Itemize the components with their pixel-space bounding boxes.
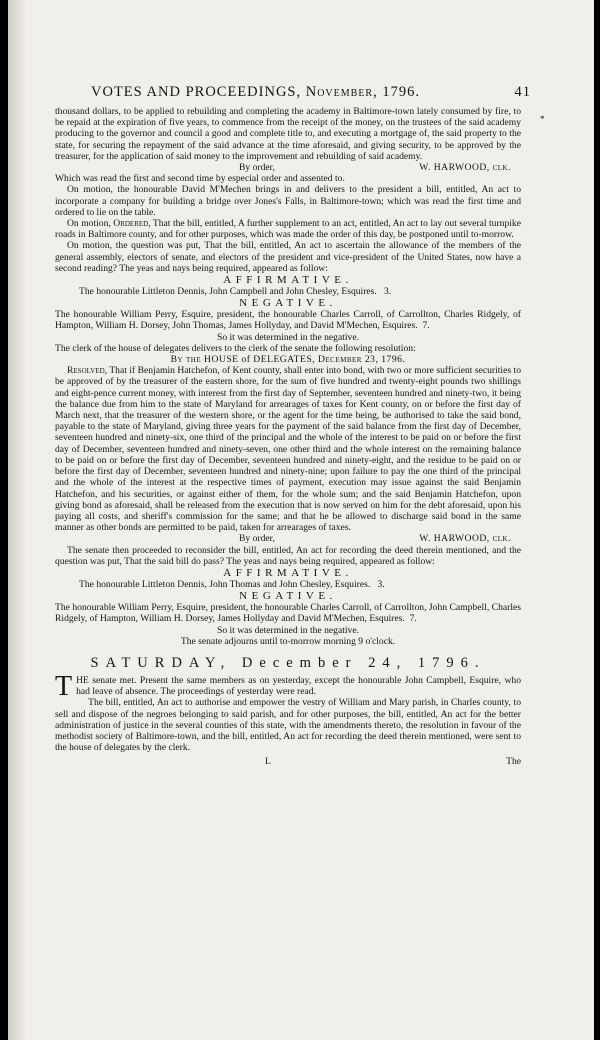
drop-cap: T [55, 670, 73, 702]
margin-mark: * [540, 114, 545, 124]
house-of-delegates-line: By the HOUSE of DELEGATES, December 23, 1796. [170, 354, 406, 366]
vote-result-1: So it was determined in the negative. [216, 331, 359, 343]
by-order-signature [55, 162, 521, 173]
house-label: HOUSE of DELEGATES, [204, 354, 316, 366]
paragraph-academy-bill: thousand dollars, to be applied to rebuilding and completing the academy in Baltimore-town lately consumed by fire, to be repaid at the expiration of five years, to commence from the receipt of the money, on the trustees of the said academy producing to the governor and council a good and complete title to, and executing a mortgage of, the said property to the state, for securing the repayment of the said advance at the time aforesaid, and giving security, to be approved by the treasurer, for the application of said money to the improvement and rebuilding of said academy. [55, 106, 521, 162]
by-order-label: By order, [239, 162, 275, 174]
negative-heading-2: NEGATIVE. [239, 590, 337, 603]
vote-result-2: So it was determined in the negative. [216, 624, 359, 636]
negative-names-1: The honourable William Perry, Esquire, president, the honourable Charles Carroll, of Carrollton, Charles Ridgely, of Hampton, William H. Dorsey, John Thomas, James Hollyday, and David M'Mechen, Esquires. 7. [55, 309, 521, 332]
ordered-text: That the bill, entitled, A further supplement to an act, entitled, An act to lay out several turnpike roads in Baltimore county, and for other purposes, which was made the order of this day, be postponed until to-morrow. [55, 218, 521, 241]
page-number: 41 [514, 84, 531, 100]
page-footer [55, 756, 521, 767]
paragraph-reconsider-deed-bill: The senate then proceeded to reconsider the bill, entitled, An act for recording the deed therein mentioned, and the question was put, That the said bill do pass? The yeas and nays being required, appeared as follow: [55, 544, 521, 567]
negative-heading-1: NEGATIVE. [239, 297, 337, 310]
house-date: December 23, 1796. [317, 354, 406, 366]
signature-mark: L [265, 756, 271, 768]
catchword: The [506, 756, 521, 768]
by-order-label-2: By order, [239, 533, 275, 545]
affirmative-names-1: The honourable Littleton Dennis, John Campbell and John Chesley, Esquires. 3. [79, 286, 392, 298]
clerk-signature: W. HARWOOD, clk. [419, 162, 511, 174]
motion-label: On motion, [67, 218, 111, 230]
paragraph-resolution [55, 365, 521, 533]
resolution-text: That if Benjamin Hatchefon, of Kent county, shall enter into bond, with two or more sufficient securities to be approved of by the treasurer of the eastern shore, for the sum of five hundred and twenty-eight pounds two shillings and eight-pence current money, with interest from the first day of September, seventeen hundred and ninety-two, it being the balance due from him to the state of Maryland for arrearages of taxes for Kent county, on or before the first day of March next, that the treasurer of the western shore, or the agent for the time being, be authorised to take the said bond, payable to the state of Maryland, giving three years for the payment of the said balance from the first day of December, seventeen hundred and ninety-six, one third of the principal and the whole of the interest to be paid on or before the first day of December, seventeen hundred and ninety-seven, one other third and the whole interest on the remaining balance to be paid on or before the first day of December, seventeen hundred and ninety-eight, and the residue to be paid on or before the first day of December, seventeen hundred and ninety-nine; upon failure to pay the one third of the principal and the whole of the interest at the respective times of payment, execution may issue against the said Benjamin Hatchefon, and his securities, or against either of them, for the whole sum; and the said Benjamin Hatchefon, upon giving bond as aforesaid, shall be released from the execution that is now served on him for the debt aforesaid, upon his paying all costs, and sheriff's commission for the same; and that he be allowed to discharge said bond in the same manner as other bonds are permitted to be paid, taken for arrearages of taxes. [55, 365, 521, 534]
ordered-label: Ordered, [113, 218, 151, 230]
paragraph-read-assented: Which was read the first and second time by especial order and assented to. [55, 173, 345, 185]
body-text [55, 106, 521, 768]
adjournment-note: The senate adjourns until to-morrow morning 9 o'clock. [180, 635, 396, 647]
affirmative-count-2: 3. [377, 578, 385, 590]
paragraph-senate-met: THE senate met. Present the same members as on yesterday, except the honourable John Campbell, Esquire, who had leave of absence. The proceedings of yesterday were read. [55, 670, 521, 702]
running-title: VOTES AND PROCEEDINGS, November, 1796. [91, 84, 420, 100]
negative-count-2: 7. [409, 613, 417, 625]
clerk-signature-2: W. HARWOOD, clk. [419, 533, 511, 545]
resolved-label: Resolved, [67, 365, 108, 377]
negative-count-1: 7. [422, 320, 430, 332]
affirmative-names-2: The honourable Littleton Dennis, John Thomas and John Chesley, Esquires. 3. [79, 578, 385, 590]
affirmative-heading-1: AFFIRMATIVE. [223, 274, 353, 287]
paragraph-bridge-bill: On motion, the honourable David M'Mechen brings in and delivers to the president a bill, entitled, An act to incorporate a company for building a bridge over Jones's Falls, in Baltimore-town; which was read the first time and ordered to lie on the table. [55, 184, 521, 218]
negative-names-2: The honourable William Perry, Esquire, president, the honourable Charles Carroll, of Carrollton, John Campbell, Charles Ridgely, of Hampton, William H. Dorsey, James Hollyday and David M'Mechen, Esquires. 7. [55, 602, 521, 625]
paragraph-bills-sent: The bill, entitled, An act to authorise and empower the vestry of William and Mary parish, in Charles county, to sell and dispose of the negroes belonging to said parish, and for other purposes, the bill, entitled, An act for the better administration of justice in the several counties of this state, with the amendments thereto, the resolution in favour of the methodist society of Baltimore-town, and the bill, entitled, An act for recording the deed therein mentioned, were sent to the house of delegates by the clerk. [55, 697, 521, 754]
paragraph-turnpike-bill [55, 218, 521, 240]
paragraph-resolution-intro: The clerk of the house of delegates delivers to the clerk of the senate the following resolution: [55, 342, 416, 354]
by-order-signature-2 [55, 533, 521, 544]
running-header [91, 84, 531, 101]
affirmative-heading-2: AFFIRMATIVE. [223, 566, 353, 579]
day-heading: SATURDAY, December 24, 1796. [90, 654, 486, 671]
page-sheet [8, 0, 594, 1040]
affirmative-count-1: 3. [384, 286, 392, 298]
paragraph-allowance-question: On motion, the question was put, That the bill, entitled, An act to ascertain the allowance of the members of the general assembly, electors of senate, and electors of the president and vice-president of the United States, now have a second reading? The yeas and nays being required, appeared as follow: [55, 240, 521, 274]
